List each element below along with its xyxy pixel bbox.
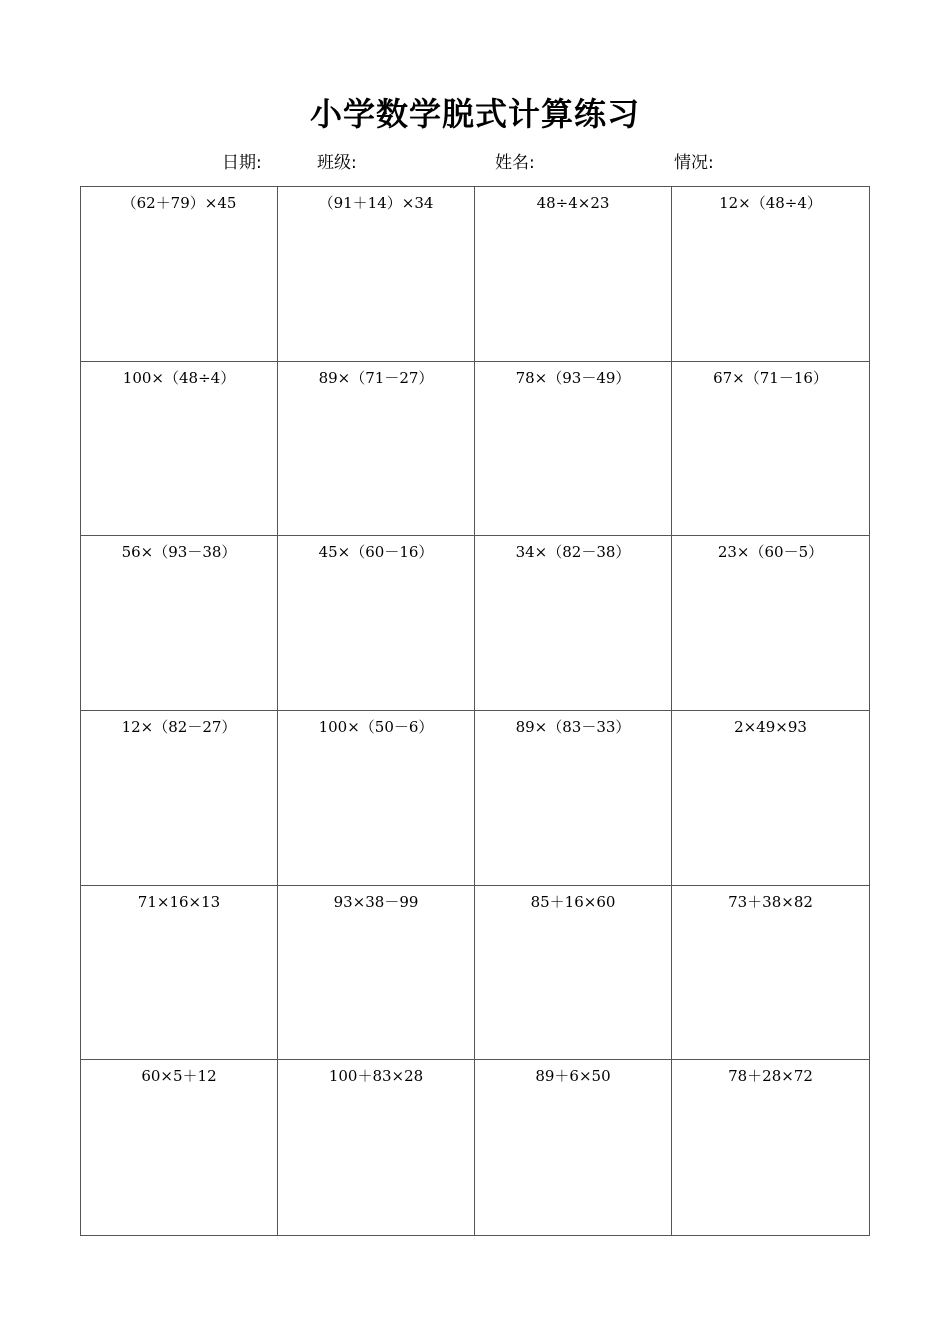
problem-expression: 2×49×93 [734, 718, 807, 736]
problem-cell [278, 886, 475, 1061]
problem-expression: 78×（93－49） [515, 368, 631, 387]
problem-cell [672, 1060, 869, 1235]
info-row [0, 150, 950, 176]
problem-cell [278, 711, 475, 886]
problem-cell [81, 362, 278, 537]
date-label: 日期: [222, 153, 262, 173]
problem-cell [81, 536, 278, 711]
problem-cell [475, 1060, 672, 1235]
problem-cell [475, 711, 672, 886]
problem-cell [475, 362, 672, 537]
problem-cell [475, 187, 672, 362]
problem-expression: 89＋6×50 [535, 1067, 611, 1086]
problem-cell [672, 886, 869, 1061]
problem-cell [672, 362, 869, 537]
problem-expression: 73＋38×82 [728, 892, 813, 911]
problem-expression: 100×（50－6） [318, 718, 434, 736]
problem-expression: （62＋79）×45 [121, 194, 237, 212]
problem-expression: 34×（82－38） [515, 543, 631, 562]
problem-cell [475, 536, 672, 711]
problem-expression: 12×（48÷4） [719, 194, 822, 212]
page-title: 小学数学脱式计算练习 [309, 95, 640, 133]
problem-cell [278, 187, 475, 362]
problem-expression: 56×（93－38） [121, 543, 237, 562]
problem-cell [672, 187, 869, 362]
problem-expression: 23×（60－5） [717, 543, 824, 562]
problem-expression: 60×5＋12 [141, 1067, 217, 1086]
problem-expression: 100×（48÷4） [122, 368, 236, 387]
problem-expression: 12×（82－27） [121, 718, 237, 736]
problem-cell [81, 711, 278, 886]
problem-expression: 48÷4×23 [536, 194, 610, 212]
problem-expression: 45×（60－16） [318, 543, 434, 562]
problem-expression: 89×（83－33） [515, 718, 631, 736]
class-label: 班级: [317, 153, 357, 173]
status-label: 情况: [674, 153, 714, 173]
problem-cell [672, 711, 869, 886]
problem-expression: 100＋83×28 [328, 1067, 424, 1086]
problem-expression: （91＋14）×34 [318, 194, 434, 212]
problem-cell [475, 886, 672, 1061]
problem-expression: 93×38－99 [333, 892, 419, 911]
problem-expression: 78＋28×72 [728, 1067, 813, 1086]
problem-expression: 89×（71－27） [318, 368, 434, 387]
name-label: 姓名: [495, 153, 535, 173]
problem-cell [278, 362, 475, 537]
problem-expression: 85＋16×60 [530, 892, 616, 911]
problem-cell [81, 1060, 278, 1235]
problem-cell [81, 886, 278, 1061]
problem-expression: 67×（71－16） [713, 368, 828, 387]
problem-cell [672, 536, 869, 711]
problem-cell [81, 187, 278, 362]
problem-cell [278, 1060, 475, 1235]
problem-cell [278, 536, 475, 711]
problem-grid [80, 186, 870, 1236]
problem-expression: 71×16×13 [137, 892, 221, 911]
